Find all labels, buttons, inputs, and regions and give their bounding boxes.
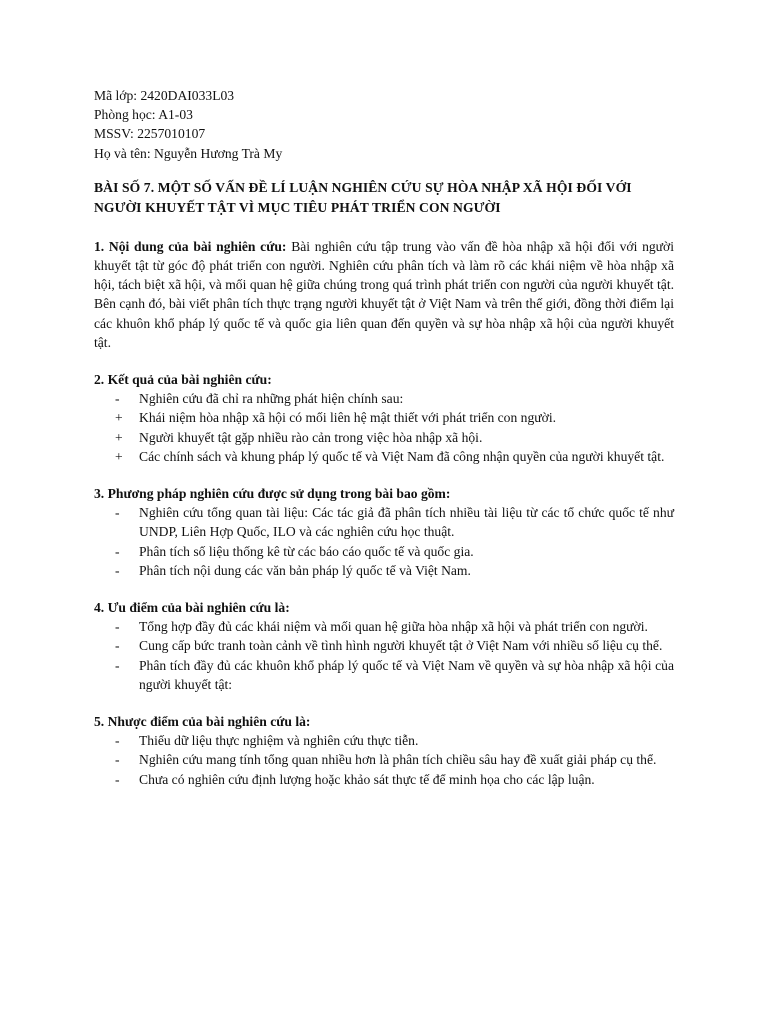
section-methods-heading: 3. Phương pháp nghiên cứu được sử dụng trong bài bao gồm: — [94, 486, 451, 502]
list-item-text: Khái niệm hòa nhập xã hội có mối liên hệ mật thiết với phát triển con người. — [139, 410, 556, 426]
list-marker: + — [115, 448, 123, 464]
section-content-text: Bài nghiên cứu tập trung vào vấn đề hòa nhập xã hội đối với người khuyết tật từ góc độ phát triển con người. Nghiên cứu phân tích và làm rõ các khái niệm về hòa nhập xã hội, tách biệt xã hội, và mối quan hệ giữa chúng trong quá trình phát triển con người của người khuyết tật. Bên cạnh đó, bài viết phân tích thực trạng người khuyết tật ở Việt Nam và trên thế giới, đồng thời điểm lại các khuôn khổ pháp lý quốc tế và quốc gia liên quan đến quyền và sự hòa nhập xã hội của người khuyết tật. — [94, 238, 674, 350]
section-strengths-heading: 4. Ưu điểm của bài nghiên cứu là: — [94, 600, 290, 616]
list-item-text: Cung cấp bức tranh toàn cảnh về tình hình người khuyết tật ở Việt Nam với nhiều số liệu cụ thể. — [139, 638, 663, 654]
full-name: Họ và tên: Nguyễn Hương Trà My — [94, 145, 283, 161]
list-item-text: Phân tích đầy đủ các khuôn khổ pháp lý quốc tế và Việt Nam về quyền và sự hòa nhập xã hội của người khuyết tật: — [139, 657, 674, 692]
list-item — [94, 656, 674, 694]
list-item-text: Chưa có nghiên cứu định lượng hoặc khảo sát thực tế để minh họa cho các lập luận. — [139, 771, 595, 787]
list-marker: - — [115, 733, 120, 749]
section-content-heading: 1. Nội dung của bài nghiên cứu: — [94, 238, 287, 254]
list-item — [94, 731, 674, 750]
list-marker: - — [115, 391, 120, 407]
list-marker: - — [115, 562, 120, 578]
list-marker: - — [115, 771, 120, 787]
list-item — [94, 542, 674, 561]
list-item — [94, 770, 674, 789]
list-item-text: Nghiên cứu đã chỉ ra những phát hiện chính sau: — [139, 391, 404, 407]
list-marker: - — [115, 638, 120, 654]
student-info — [94, 86, 674, 163]
list-item — [94, 408, 674, 427]
section-weaknesses — [94, 712, 674, 789]
list-item — [94, 447, 674, 466]
list-item-text: Nghiên cứu mang tính tổng quan nhiều hơn là phân tích chiều sâu hay đề xuất giải pháp cụ thể. — [139, 752, 657, 768]
section-methods-list — [94, 503, 674, 580]
section-results-list — [94, 389, 674, 466]
student-id: MSSV: 2257010107 — [94, 126, 206, 142]
list-item-text: Nghiên cứu tổng quan tài liệu: Các tác giả đã phân tích nhiều tài liệu từ các tổ chức quốc tế như UNDP, Liên Hợp Quốc, ILO và các nghiên cứu học thuật. — [139, 505, 674, 540]
list-item-text: Thiếu dữ liệu thực nghiệm và nghiên cứu thực tiễn. — [139, 733, 419, 749]
section-content — [94, 237, 674, 352]
section-weaknesses-list — [94, 731, 674, 789]
section-strengths — [94, 598, 674, 694]
list-item-text: Các chính sách và khung pháp lý quốc tế và Việt Nam đã công nhận quyền của người khuyết tật. — [139, 448, 665, 464]
list-item-text: Phân tích số liệu thống kê từ các báo cáo quốc tế và quốc gia. — [139, 543, 474, 559]
list-item-text: Người khuyết tật gặp nhiều rào cản trong việc hòa nhập xã hội. — [139, 429, 483, 445]
list-item — [94, 636, 674, 655]
list-marker: - — [115, 657, 120, 673]
list-item — [94, 750, 674, 769]
section-methods — [94, 484, 674, 580]
list-item-text: Tổng hợp đầy đủ các khái niệm và mối quan hệ giữa hòa nhập xã hội và phát triển con người. — [139, 619, 648, 635]
list-marker: - — [115, 619, 120, 635]
list-marker: - — [115, 505, 120, 521]
section-strengths-list — [94, 617, 674, 694]
list-item — [94, 617, 674, 636]
list-item — [94, 389, 674, 408]
section-results-heading: 2. Kết quả của bài nghiên cứu: — [94, 372, 272, 388]
class-code: Mã lớp: 2420DAI033L03 — [94, 88, 235, 103]
list-item — [94, 561, 674, 580]
list-marker: - — [115, 752, 120, 768]
list-marker: - — [115, 543, 120, 559]
list-item — [94, 503, 674, 541]
list-marker: + — [115, 429, 123, 445]
list-marker: + — [115, 410, 123, 426]
section-results — [94, 370, 674, 466]
list-item-text: Phân tích nội dung các văn bản pháp lý quốc tế và Việt Nam. — [139, 562, 471, 578]
section-weaknesses-heading: 5. Nhược điểm của bài nghiên cứu là: — [94, 714, 311, 730]
section-content-paragraph — [94, 237, 674, 352]
list-item — [94, 428, 674, 447]
document-title: BÀI SỐ 7. MỘT SỐ VẤN ĐỀ LÍ LUẬN NGHIÊN CỨU SỰ HÒA NHẬP XÃ HỘI ĐỐI VỚI NGƯỜI KHUYẾT TẬT VÌ MỤC TIÊU PHÁT TRIỂN CON NGƯỜI — [94, 179, 632, 216]
room: Phòng học: A1-03 — [94, 107, 193, 123]
